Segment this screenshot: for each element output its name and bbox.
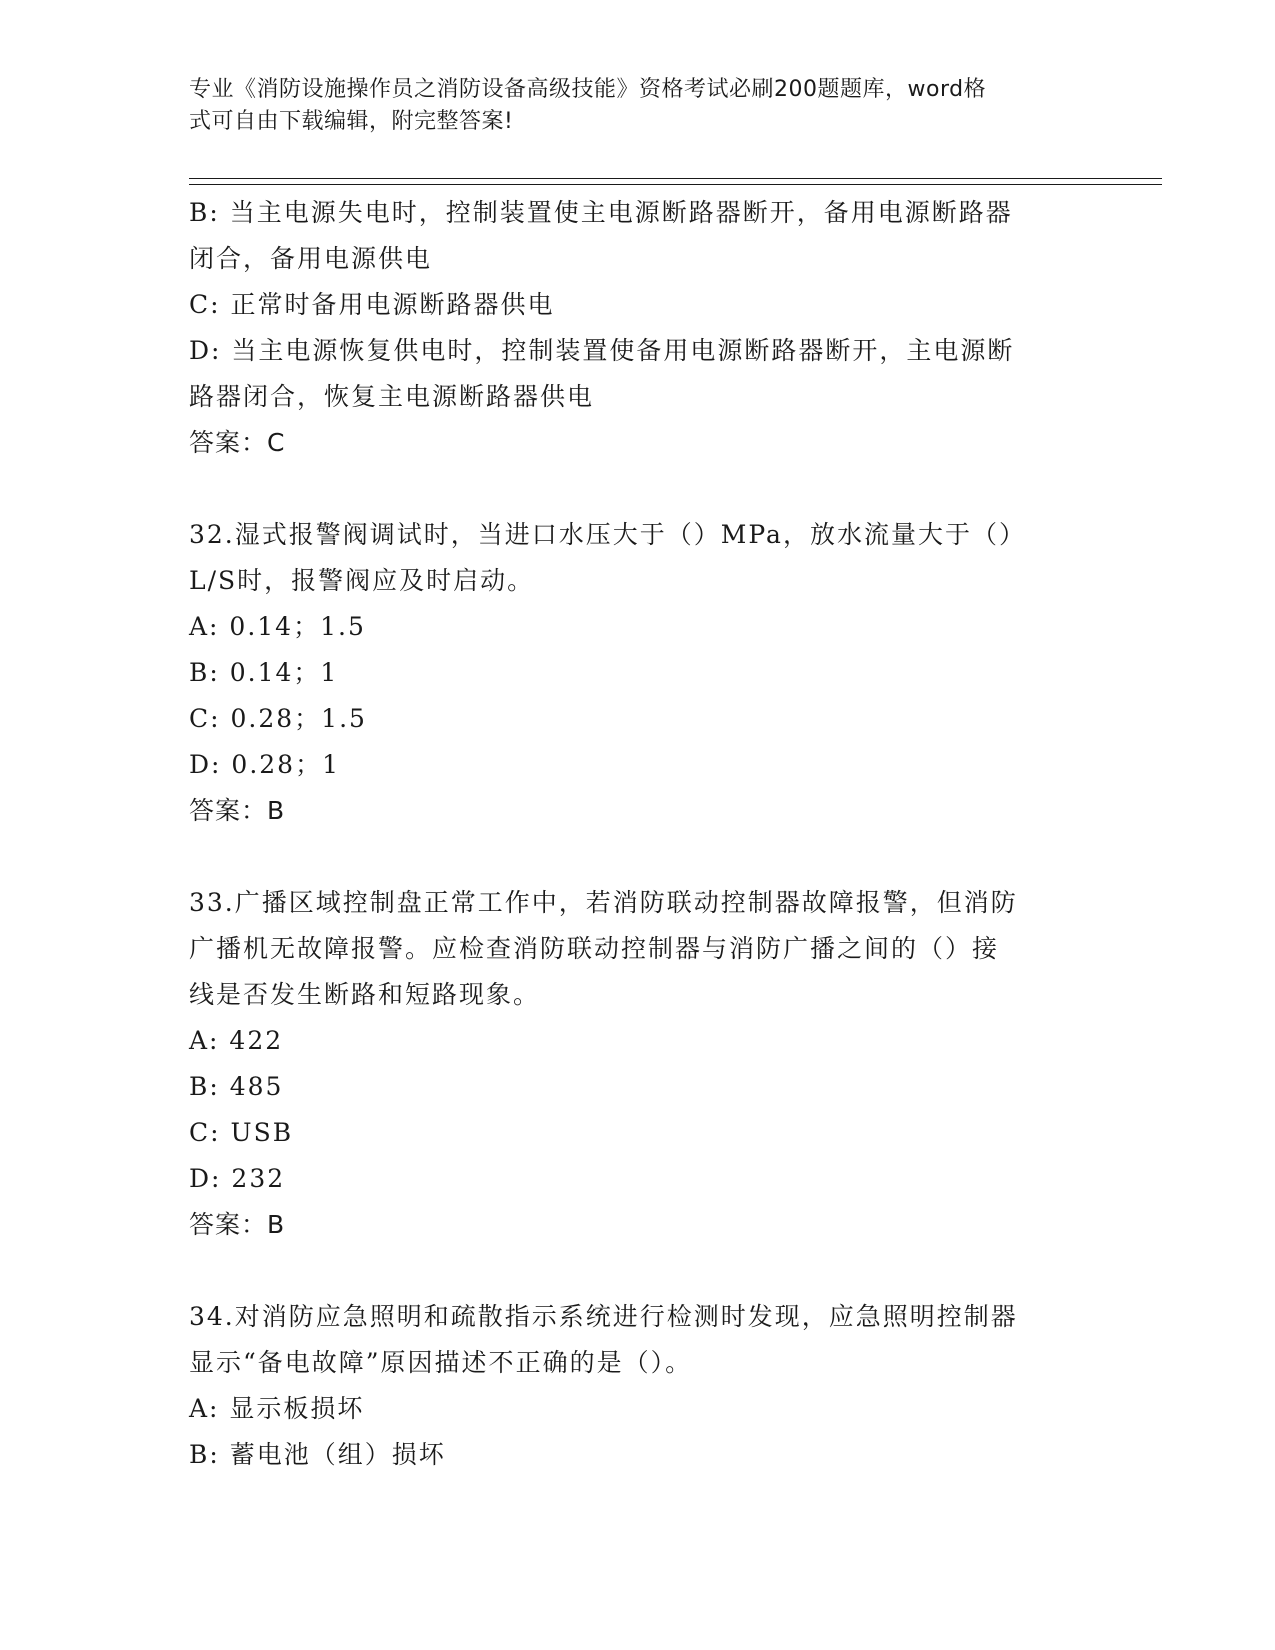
question-34 (189, 1294, 1079, 1478)
answer-label: 答案：B (189, 1210, 286, 1239)
header-line-2: 式可自由下载编辑，附完整答案! (189, 109, 514, 134)
option-b: B: 485 (189, 1072, 284, 1101)
header-divider-bottom (189, 184, 1162, 185)
question-33 (189, 880, 1079, 1248)
option-b: B: 0.14；1 (189, 658, 339, 687)
option-d: D: 0.28；1 (189, 750, 340, 779)
document-header (189, 74, 1089, 138)
spacer (189, 834, 1079, 880)
question-stem-line: 显示“备电故障”原因描述不正确的是（）。 (189, 1348, 693, 1377)
spacer (189, 466, 1079, 512)
option-d: D: 232 (189, 1164, 286, 1193)
option-a: A: 422 (189, 1026, 284, 1055)
question-stem-line: 33.广播区域控制盘正常工作中，若消防联动控制器故障报警，但消防 (189, 888, 1018, 917)
header-line-1: 专业《消防设施操作员之消防设备高级技能》资格考试必刷200题题库，word格 (189, 77, 987, 102)
option-c: C: USB (189, 1118, 294, 1147)
question-content (189, 190, 1079, 1478)
option-b-line: B: 当主电源失电时，控制装置使主电源断路器断开，备用电源断路器 (189, 198, 1013, 227)
answer-label: 答案：B (189, 796, 286, 825)
header-divider-top (189, 178, 1162, 179)
question-stem-line: 32.湿式报警阀调试时，当进口水压大于（）MPa，放水流量大于（） (189, 520, 1026, 549)
option-c: C: 正常时备用电源断路器供电 (189, 290, 555, 319)
question-stem-line: L/S时，报警阀应及时启动。 (189, 566, 535, 595)
answer-label: 答案：C (189, 428, 286, 457)
option-d-line: D: 当主电源恢复供电时，控制装置使备用电源断路器断开，主电源断 (189, 336, 1015, 365)
option-a: A: 显示板损坏 (189, 1394, 365, 1423)
question-32 (189, 512, 1079, 834)
question-stem-line: 34.对消防应急照明和疏散指示系统进行检测时发现，应急照明控制器 (189, 1302, 1018, 1331)
option-a: A: 0.14；1.5 (189, 612, 366, 641)
question-stem-line: 广播机无故障报警。应检查消防联动控制器与消防广播之间的（）接 (189, 934, 1000, 963)
option-b-line: 闭合，备用电源供电 (189, 244, 433, 273)
question-stem-line: 线是否发生断路和短路现象。 (189, 980, 541, 1009)
option-c: C: 0.28；1.5 (189, 704, 367, 733)
prev-question-block (189, 190, 1079, 466)
option-b: B: 蓄电池（组）损坏 (189, 1440, 446, 1469)
spacer (189, 1248, 1079, 1294)
option-d-line: 路器闭合，恢复主电源断路器供电 (189, 382, 595, 411)
